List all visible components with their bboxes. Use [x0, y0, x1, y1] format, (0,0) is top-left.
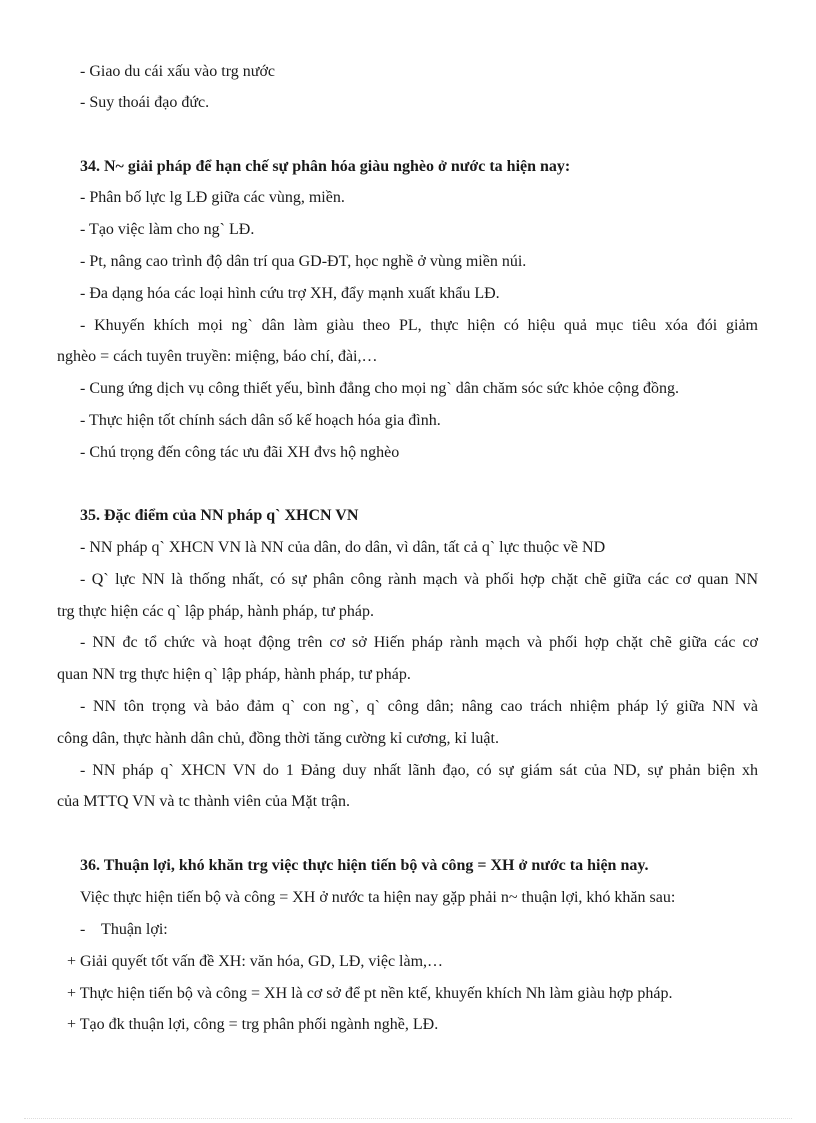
- section-35-line: của MTTQ VN và tc thành viên của Mặt trận.: [57, 793, 350, 810]
- section-34-line: - Thực hiện tốt chính sách dân số kế hoạch hóa gia đình.: [80, 412, 441, 429]
- section-36-line: + Tạo đk thuận lợi, công = trg phân phối ngành nghề, LĐ.: [67, 1016, 439, 1033]
- section-34-line: - Đa dạng hóa các loại hình cứu trợ XH, đẩy mạnh xuất khẩu LĐ.: [80, 285, 500, 302]
- section-34-line: - Pt, nâng cao trình độ dân trí qua GD-ĐT, học nghề ở vùng miền núi.: [80, 253, 527, 270]
- section-35-line: trg thực hiện các q` lập pháp, hành pháp, tư pháp.: [57, 603, 374, 620]
- section-34-line: - Cung ứng dịch vụ công thiết yếu, bình đẳng cho mọi ng` dân chăm sóc sức khỏe cộng đồng.: [80, 380, 680, 397]
- section-36-heading: 36. Thuận lợi, khó khăn trg việc thực hiện tiến bộ và công = XH ở nước ta hiện nay.: [80, 857, 649, 874]
- section-35-heading: 35. Đặc điểm của NN pháp q` XHCN VN: [80, 507, 359, 524]
- section-34-heading: 34. N~ giải pháp để hạn chế sự phân hóa giàu nghèo ở nước ta hiện nay:: [80, 158, 571, 175]
- section-36-line: + Giải quyết tốt vấn đề XH: văn hóa, GD, LĐ, việc làm,…: [67, 953, 444, 970]
- section-34-line: nghèo = cách tuyên truyền: miệng, báo chí, đài,…: [57, 348, 378, 365]
- section-34-line: - Phân bố lực lg LĐ giữa các vùng, miền.: [80, 189, 345, 206]
- section-34-line: - Chú trọng đến công tác ưu đãi XH đvs hộ nghèo: [80, 444, 400, 461]
- section-36-line: + Thực hiện tiến bộ và công = XH là cơ sở để pt nền ktế, khuyến khích Nh làm giàu hợp pháp.: [67, 985, 673, 1002]
- section-35-line: - NN pháp q` XHCN VN do 1 Đảng duy nhất lãnh đạo, có sự giám sát của ND, sự phản biện xh: [80, 762, 758, 779]
- section-36-line: - Thuận lợi:: [80, 921, 168, 938]
- page-bottom-edge: [24, 1118, 792, 1119]
- section-35-line: - NN pháp q` XHCN VN là NN của dân, do dân, vì dân, tất cả q` lực thuộc về ND: [80, 539, 606, 556]
- section-35-line: - NN tôn trọng và bảo đảm q` con ng`, q` công dân; nâng cao trách nhiệm pháp lý giữa NN và: [80, 698, 758, 715]
- section-34-line: - Khuyến khích mọi ng` dân làm giàu theo PL, thực hiện có hiệu quả mục tiêu xóa đói giảm: [80, 317, 758, 334]
- intro-line-1: - Giao du cái xấu vào trg nước: [80, 63, 275, 80]
- section-35-line: - NN đc tổ chức và hoạt động trên cơ sở Hiến pháp rành mạch và phối hợp chặt chẽ giữa các cơ: [80, 634, 758, 651]
- intro-line-2: - Suy thoái đạo đức.: [80, 94, 210, 111]
- section-35-line: công dân, thực hành dân chủ, đồng thời tăng cường kỉ cương, kỉ luật.: [57, 730, 499, 747]
- section-35-line: quan NN trg thực hiện q` lập pháp, hành pháp, tư pháp.: [57, 666, 411, 683]
- section-36-line: Việc thực hiện tiến bộ và công = XH ở nước ta hiện nay gặp phải n~ thuận lợi, khó khăn sau:: [80, 889, 676, 906]
- section-34-line: - Tạo việc làm cho ng` LĐ.: [80, 221, 255, 238]
- section-35-line: - Q` lực NN là thống nhất, có sự phân công rành mạch và phối hợp chặt chẽ giữa các cơ quan NN: [80, 571, 758, 588]
